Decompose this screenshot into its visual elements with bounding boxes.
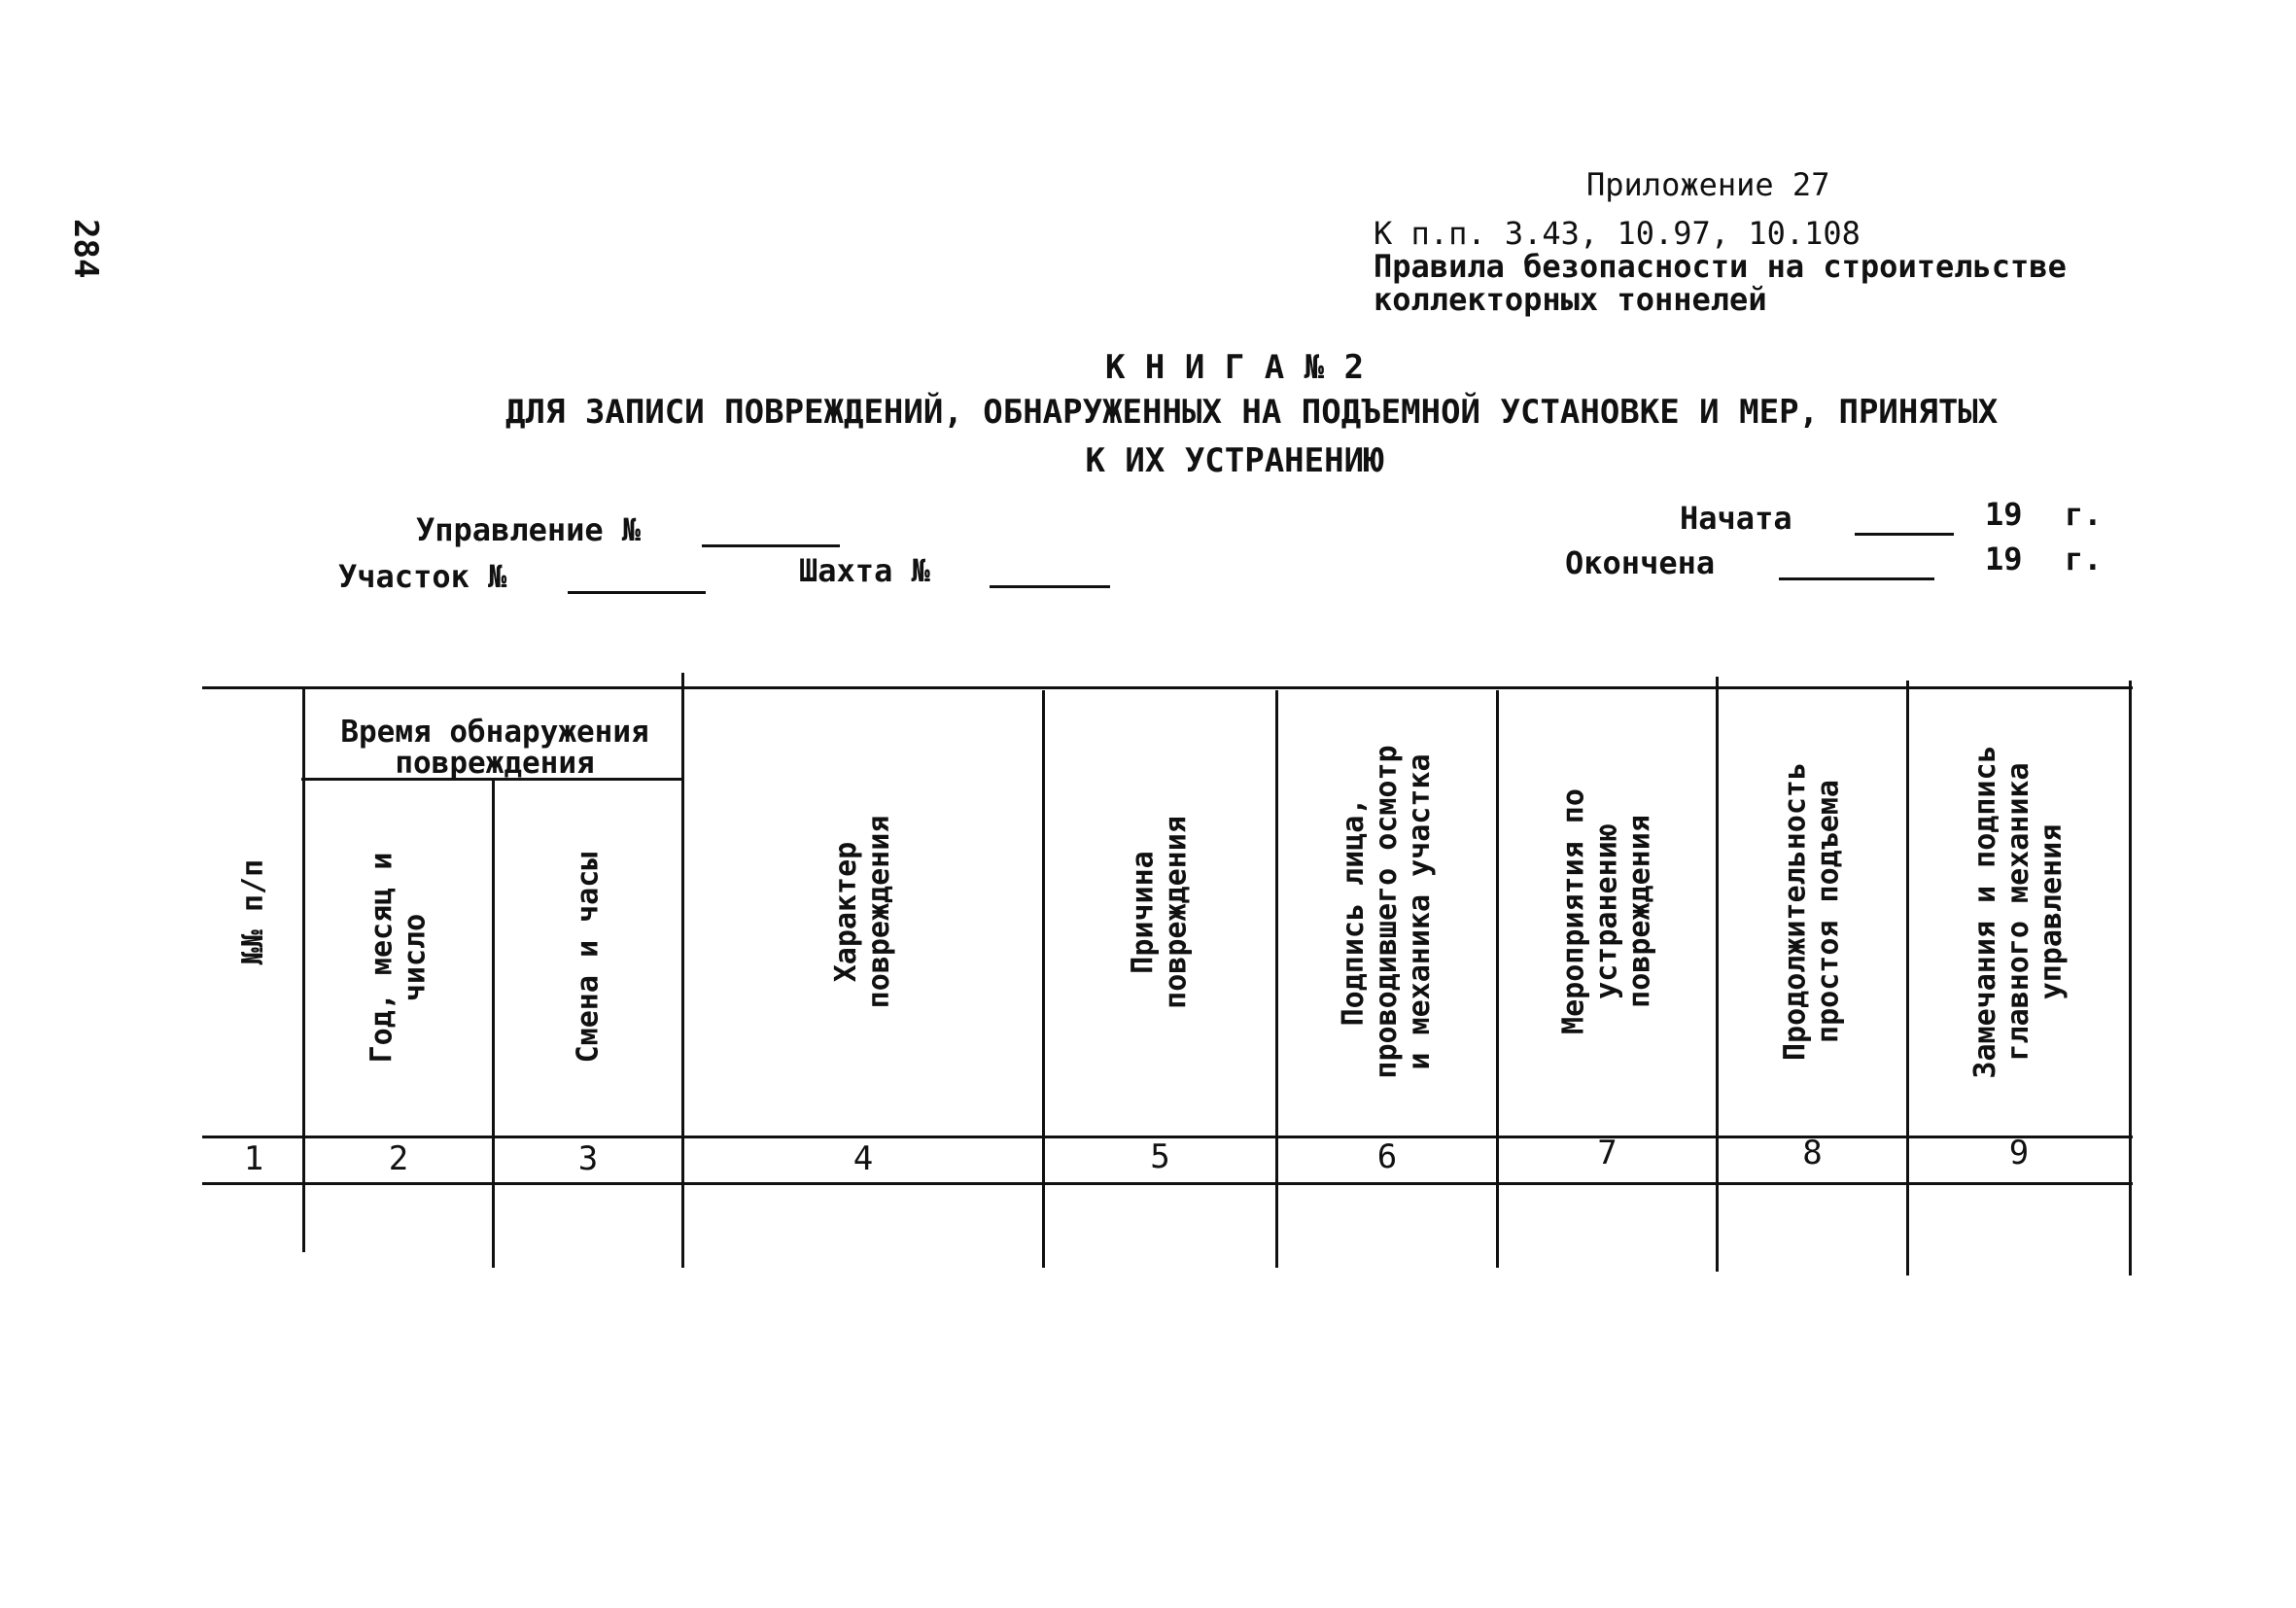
column-header-number: №№ п/п <box>236 858 270 965</box>
finished-year: 19 <box>1985 541 2023 577</box>
column-number: 6 <box>1376 1137 1398 1176</box>
column-header-cause: Причина повреждения <box>1126 816 1193 1009</box>
management-label: Управление № <box>416 511 642 548</box>
started-year: 19 <box>1985 496 2023 533</box>
column-number: 2 <box>388 1139 409 1178</box>
column-number: 8 <box>1802 1134 1823 1172</box>
column-header-remarks: Замечания и подпись главного механика управления <box>1968 745 2069 1079</box>
book-heading: К Н И Г А № 2 <box>1104 348 1365 387</box>
column-number: 5 <box>1150 1137 1170 1176</box>
finished-label: Окончена <box>1565 544 1716 581</box>
column-header-nature: Характер повреждения <box>829 815 896 1009</box>
section-blank[interactable] <box>568 591 706 594</box>
column-header-signature: Подпись лица, проводившего осмотр и механика участка <box>1337 745 1437 1079</box>
management-blank[interactable] <box>702 544 840 547</box>
finished-blank[interactable] <box>1779 577 1934 580</box>
started-year-suffix: г. <box>2065 496 2103 533</box>
started-blank[interactable] <box>1855 533 1954 536</box>
section-label: Участок № <box>338 558 507 595</box>
page-number: 284 <box>66 219 105 279</box>
column-header-shift: Смена и часы <box>571 852 606 1064</box>
column-divider <box>2129 681 2132 1276</box>
appendix-reference: К п.п. 3.43, 10.97, 10.108 <box>1374 215 1861 252</box>
appendix-rules-line2: коллекторных тоннелей <box>1374 281 1767 318</box>
column-number: 7 <box>1597 1134 1618 1172</box>
column-number: 9 <box>2008 1134 2030 1172</box>
appendix-title: Приложение 27 <box>1586 166 1830 203</box>
book-subtitle-line2: К ИХ УСТРАНЕНИЮ <box>1085 441 1384 480</box>
column-number: 1 <box>243 1139 264 1178</box>
group-header-line2: повреждения <box>395 746 595 781</box>
finished-year-suffix: г. <box>2065 541 2103 577</box>
column-number: 3 <box>577 1139 599 1178</box>
group-header-line1: Время обнаружения <box>340 715 649 750</box>
mine-label: Шахта № <box>799 552 930 589</box>
column-header-measures: Мероприятия по устранению повреждения <box>1556 788 1656 1034</box>
started-label: Начата <box>1680 500 1792 537</box>
appendix-rules-line1: Правила безопасности на строительстве <box>1374 248 2067 285</box>
column-header-date: Год, месяц и число <box>365 852 433 1064</box>
column-header-downtime: Продолжительность простоя подъема <box>1778 761 1845 1062</box>
column-number: 4 <box>852 1139 874 1178</box>
book-subtitle-line1: ДЛЯ ЗАПИСИ ПОВРЕЖДЕНИЙ, ОБНАРУЖЕННЫХ НА ПОДЪЕМНОЙ УСТАНОВКЕ И МЕР, ПРИНЯТЫХ <box>505 393 1999 432</box>
mine-blank[interactable] <box>990 585 1110 588</box>
